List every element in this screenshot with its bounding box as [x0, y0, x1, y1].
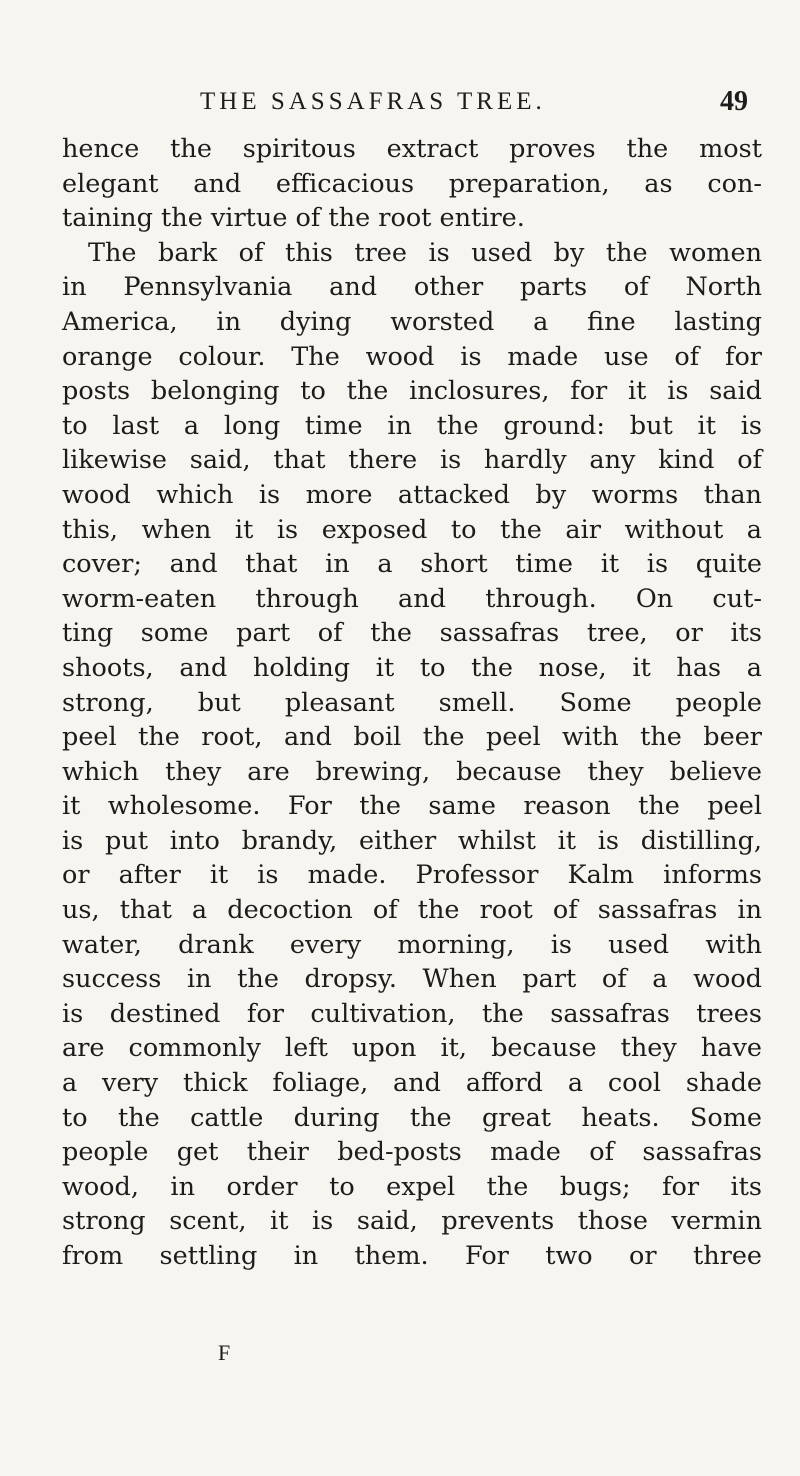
- text-line: strong, but pleasant smell. Some people: [62, 687, 762, 718]
- text-line: orange colour. The wood is made use of for: [62, 341, 762, 372]
- text-line: which they are brewing, because they believe: [62, 756, 762, 787]
- text-line: to the cattle during the great heats. Some: [62, 1102, 762, 1133]
- body-text: [62, 132, 762, 1274]
- text-line: a very thick foliage, and afford a cool shade: [62, 1068, 762, 1099]
- text-line: are commonly left upon it, because they have: [62, 1033, 762, 1064]
- text-line: this, when it is exposed to the air without a: [62, 514, 762, 545]
- text-line: water, drank every morning, is used with: [62, 929, 762, 960]
- running-head: THE SASSAFRAS TREE.: [200, 88, 546, 115]
- text-line: ting some part of the sassafras tree, or its: [62, 618, 762, 649]
- text-line: strong scent, it is said, prevents those vermin: [62, 1206, 762, 1237]
- signature-mark: F: [218, 1340, 231, 1365]
- text-line: success in the dropsy. When part of a wood: [62, 964, 762, 995]
- text-line: is put into brandy, either whilst it is distilling,: [62, 825, 762, 856]
- text-line: cover; and that in a short time it is quite: [62, 549, 762, 580]
- text-line: from settling in them. For two or three: [62, 1241, 762, 1271]
- text-line: us, that a decoction of the root of sassafras in: [62, 895, 762, 926]
- text-line: shoots, and holding it to the nose, it has a: [62, 652, 762, 683]
- text-line: The bark of this tree is used by the women: [88, 237, 762, 268]
- text-line: worm-eaten through and through. On cut-: [62, 583, 762, 614]
- text-line: hence the spiritous extract proves the most: [62, 134, 762, 164]
- text-line: to last a long time in the ground: but it is: [62, 410, 762, 441]
- text-line: is destined for cultivation, the sassafras trees: [62, 998, 762, 1029]
- text-line: it wholesome. For the same reason the peel: [62, 791, 762, 822]
- text-line: likewise said, that there is hardly any kind of: [62, 445, 762, 476]
- text-line: posts belonging to the inclosures, for it is said: [62, 376, 762, 407]
- text-line: peel the root, and boil the peel with the beer: [62, 722, 762, 753]
- text-line: in Pennsylvania and other parts of North: [62, 272, 762, 303]
- text-line: wood, in order to expel the bugs; for its: [62, 1171, 762, 1202]
- text-line: or after it is made. Professor Kalm informs: [62, 860, 762, 891]
- text-line: wood which is more attacked by worms than: [62, 479, 762, 510]
- text-line: elegant and efficacious preparation, as con-: [62, 168, 762, 199]
- text-line: America, in dying worsted a fine lasting: [62, 306, 762, 337]
- page-number: 49: [720, 86, 748, 117]
- text-line: people get their bed-posts made of sassafras: [62, 1137, 762, 1168]
- text-line: taining the virtue of the root entire.: [62, 203, 525, 234]
